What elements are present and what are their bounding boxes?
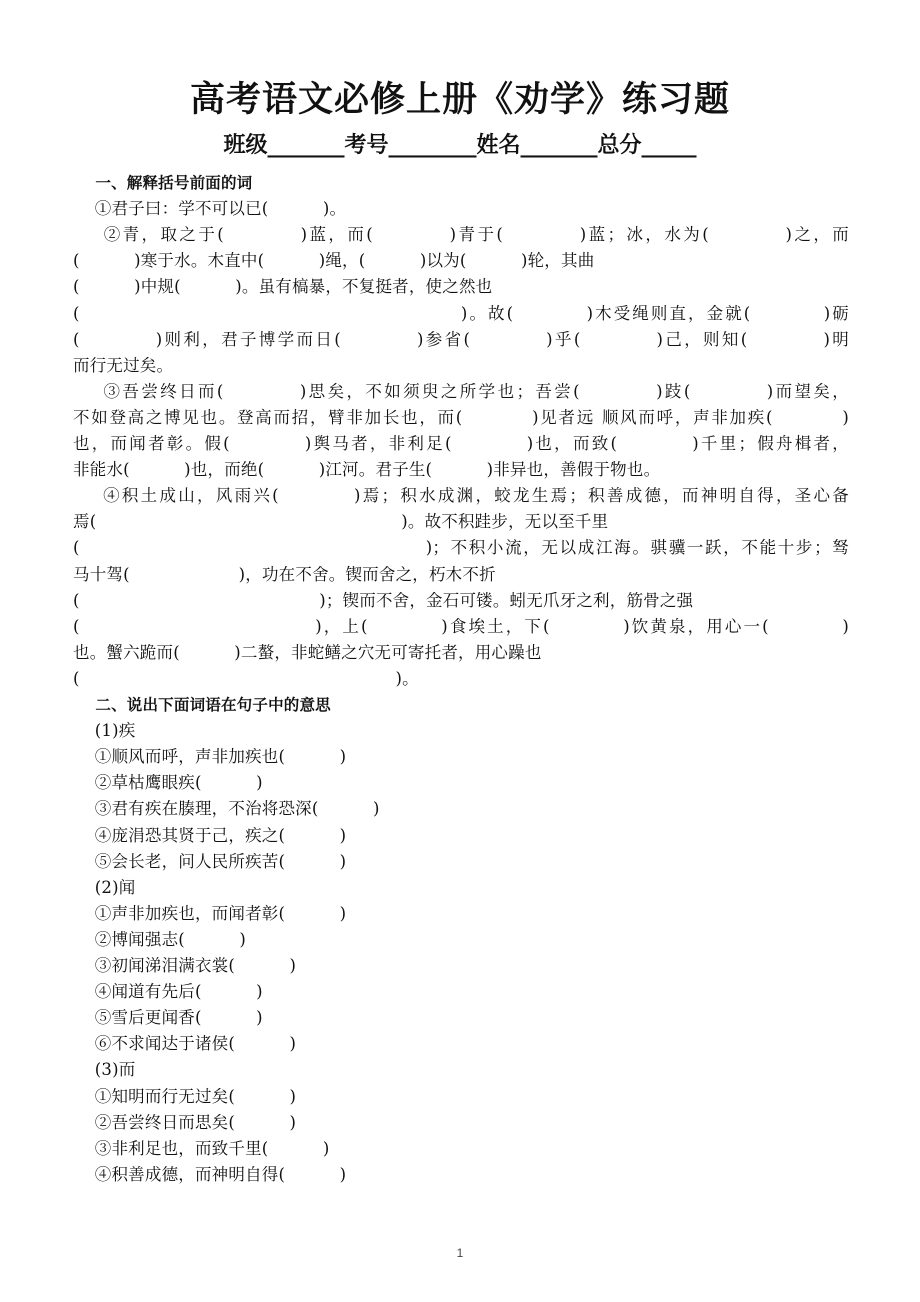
- exercise-line: ( )寒于水。木直中( )绳，( )以为( )轮，其曲: [73, 251, 595, 271]
- exercise-line: ④庞涓恐其贤于己，疾之( ): [73, 825, 347, 845]
- exercise-line: (2)闻: [73, 877, 136, 897]
- page-title: 高考语文必修上册《劝学》练习题: [189, 80, 730, 120]
- exercise-line: ( )中规( )。虽有槁暴，不复挺者，使之然也: [73, 277, 493, 297]
- exercise-line: (1)疾: [73, 721, 136, 741]
- exercise-line: ④积土成山，风雨兴( )焉；积水成渊，蛟龙生焉；积善成德，而神明自得，圣心备: [73, 486, 849, 506]
- exercise-line: 也，而闻者彰。假( )舆马者，非利足( )也，而致( )千里；假舟楫者，: [73, 434, 849, 453]
- exercise-line: ④闻道有先后( ): [73, 982, 263, 1002]
- section-heading: 一、解释括号前面的词: [73, 174, 253, 192]
- exercise-line: ②博闻强志( ): [73, 929, 247, 949]
- student-info-line: 班级_______考号________姓名_______总分_____: [223, 133, 697, 158]
- exercise-line: ( )；不积小流，无以成江海。骐骥一跃，不能十步；驽: [73, 538, 849, 558]
- exercise-line: 也。蟹六跪而( )二螯，非蛇鳝之穴无可寄托者，用心躁也: [73, 642, 542, 662]
- exercise-line: ( )。故( )木受绳则直，金就( )砺: [73, 303, 849, 323]
- exercise-line: ①顺风而呼，声非加疾也( ): [73, 747, 347, 767]
- exercise-line: ③君有疾在腠理，不治将恐深( ): [73, 799, 380, 819]
- exercise-line: ③非利足也，而致千里( ): [73, 1138, 330, 1158]
- exercise-line: 马十驾( )，功在不舍。锲而舍之，朽木不折: [73, 564, 496, 584]
- exercise-line: ④积善成德，而神明自得( ): [73, 1164, 347, 1184]
- exercise-line: ( )；锲而不舍，金石可镂。蚓无爪牙之利，筋骨之强: [73, 590, 694, 610]
- exercise-line: ②草枯鹰眼疾( ): [73, 773, 263, 793]
- section-heading: 二、说出下面词语在句子中的意思: [73, 696, 331, 714]
- exercise-line: ②青，取之于( )蓝，而( )青于( )蓝；冰，水为( )之，而: [73, 225, 849, 245]
- exercise-line: 非能水( )也，而绝( )江河。君子生( )非异也，善假于物也。: [73, 460, 661, 480]
- exercise-line: ( )，上( )食埃土，下( )饮黄泉，用心一( ): [73, 616, 849, 636]
- exercise-line: 不如登高之博见也。登高而招，臂非加长也，而( )见者远 顺风而呼，声非加疾( ): [73, 407, 849, 427]
- exercise-line: ⑤雪后更闻香( ): [73, 1008, 263, 1028]
- exercise-line: ①声非加疾也，而闻者彰( ): [73, 903, 347, 923]
- exercise-line: ③初闻涕泪满衣裳( ): [73, 956, 297, 975]
- exercise-line: (3)而: [73, 1060, 136, 1080]
- exercise-line: ①知明而行无过矣( ): [73, 1086, 297, 1106]
- exercise-line: ③吾尝终日而( )思矣，不如须臾之所学也；吾尝( )跂( )而望矣，: [73, 381, 849, 401]
- exercise-line: ⑥不求闻达于诸侯( ): [73, 1034, 297, 1054]
- exercise-line: ( )则利，君子博学而日( )参省( )乎( )己，则知( )明: [73, 329, 849, 349]
- page-number: 1: [456, 1246, 464, 1260]
- exercise-line: ( )。: [73, 668, 419, 688]
- exercise-line: ①君子曰：学不可以已( )。: [73, 199, 347, 219]
- exercise-line: ②吾尝终日而思矣( ): [73, 1112, 297, 1132]
- exercise-line: 焉( )。故不积跬步，无以至千里: [73, 512, 609, 532]
- exercise-line: 而行无过矣。: [73, 355, 174, 375]
- exercise-line: ⑤会长老，问人民所疾苦( ): [73, 851, 347, 871]
